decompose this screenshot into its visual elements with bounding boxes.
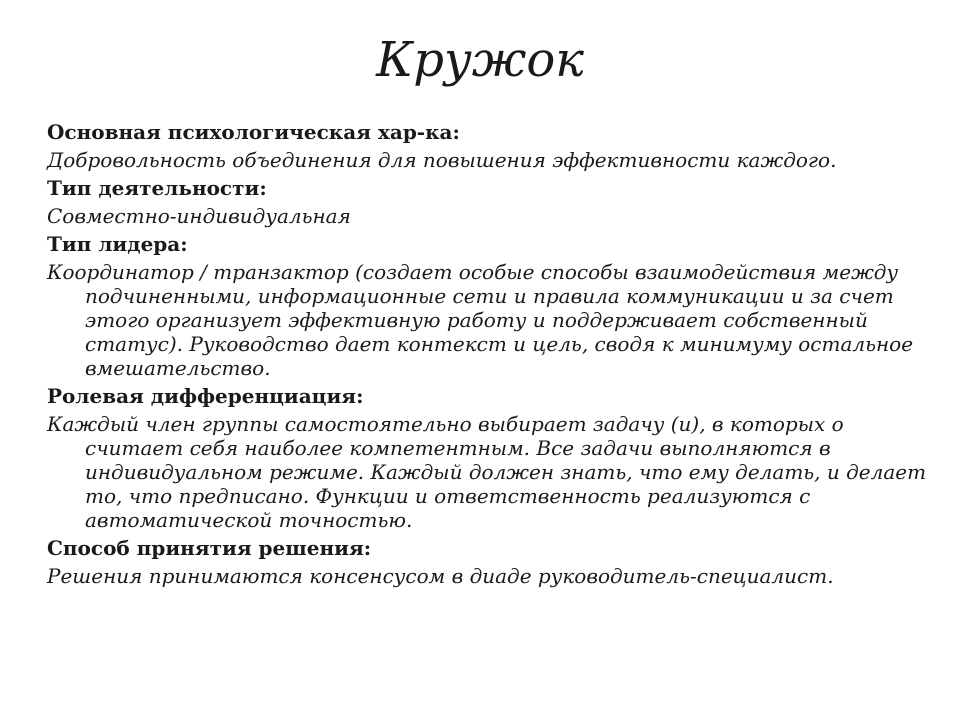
section-text: Решения принимаются консенсусом в диаде руководитель-специалист.	[47, 564, 834, 588]
section-heading: Способ принятия решения:	[47, 536, 372, 560]
section-heading: Тип деятельности:	[47, 176, 267, 200]
slide-content	[47, 116, 927, 591]
section-heading: Основная психологическая хар-ка:	[47, 120, 460, 144]
section-text: Добровольность объединения для повышения эффективности каждого.	[47, 148, 837, 172]
section-activity-type	[47, 175, 927, 228]
section-text: Каждый член группы самостоятельно выбирает задачу (и), в которых о считает себя наиболее компетентным. Все задачи выполняются в индивидуальном режиме. Каждый должен знать, что ему делать, и делает то, что предписано. Функции и ответственность реализуются с автоматической точностью.	[47, 412, 927, 532]
section-text: Координатор / транзактор (создает особые способы взаимодействия между подчиненными, информационные сети и правила коммуникации и за счет этого организует эффективную работу и поддерживает собственный статус). Руководство дает контекст и цель, сводя к минимуму остальное вмешательство.	[47, 260, 914, 380]
section-psychological-trait	[47, 119, 927, 172]
section-heading: Ролевая дифференциация:	[47, 384, 364, 408]
section-leader-type	[47, 231, 927, 380]
section-text: Совместно-индивидуальная	[47, 204, 351, 228]
section-heading: Тип лидера:	[47, 232, 188, 256]
section-decision-making	[47, 535, 927, 588]
section-role-differentiation	[47, 383, 927, 532]
slide-title: Кружок	[376, 32, 584, 88]
